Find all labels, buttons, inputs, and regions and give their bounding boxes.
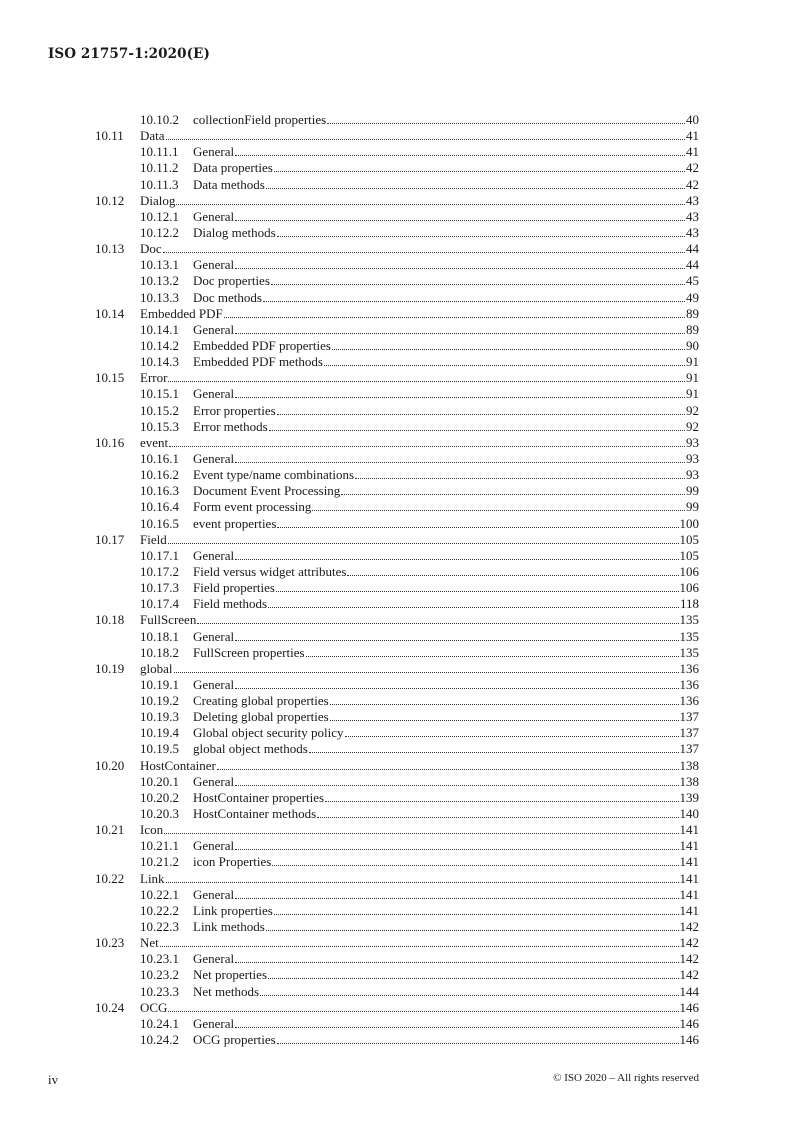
toc-entry-page: 142 xyxy=(679,951,699,967)
toc-entry-title: General xyxy=(193,321,235,337)
toc-dot-leader xyxy=(168,381,685,382)
toc-entry[interactable] xyxy=(0,903,793,919)
copyright-notice: © ISO 2020 – All rights reserved xyxy=(553,1072,699,1084)
toc-dot-leader xyxy=(235,688,678,689)
toc-entry-page: 142 xyxy=(679,919,699,935)
toc-entry[interactable] xyxy=(0,338,793,354)
toc-entry[interactable] xyxy=(0,290,793,306)
toc-entry-title: Field methods xyxy=(193,596,268,612)
toc-entry-title: General xyxy=(193,838,235,854)
toc-entry-title: HostContainer methods xyxy=(193,806,317,822)
toc-entry[interactable] xyxy=(0,1016,793,1032)
toc-entry-number: 10.22.1 xyxy=(140,886,179,902)
toc-dot-leader xyxy=(274,171,685,172)
toc-entry-number: 10.24 xyxy=(95,999,125,1015)
toc-entry-page: 136 xyxy=(679,693,699,709)
toc-dot-leader xyxy=(166,139,685,140)
toc-dot-leader xyxy=(330,704,679,705)
toc-entry-title: Data methods xyxy=(193,176,265,192)
toc-entry-number: 10.23.2 xyxy=(140,967,179,983)
toc-dot-leader xyxy=(235,898,678,899)
toc-entry-number: 10.16.1 xyxy=(140,450,179,466)
toc-entry[interactable] xyxy=(0,128,793,144)
toc-entry[interactable] xyxy=(0,241,793,257)
toc-entry-page: 139 xyxy=(679,789,699,805)
toc-entry-page: 43 xyxy=(686,192,699,208)
toc-entry-number: 10.13.1 xyxy=(140,257,179,273)
toc-entry-title: Form event processing xyxy=(193,499,312,515)
toc-dot-leader xyxy=(174,672,679,673)
toc-entry[interactable] xyxy=(0,532,793,548)
toc-entry-number: 10.15.1 xyxy=(140,386,179,402)
toc-entry-number: 10.19.2 xyxy=(140,693,179,709)
toc-entry[interactable] xyxy=(0,629,793,645)
toc-dot-leader xyxy=(312,510,685,511)
toc-dot-leader xyxy=(235,333,685,334)
toc-dot-leader xyxy=(224,317,685,318)
toc-entry-number: 10.20.2 xyxy=(140,789,179,805)
toc-entry-title: General xyxy=(193,386,235,402)
toc-dot-leader xyxy=(235,962,678,963)
toc-entry[interactable] xyxy=(0,693,793,709)
toc-entry-page: 138 xyxy=(679,773,699,789)
toc-entry-title: Error properties xyxy=(193,402,276,418)
toc-entry-number: 10.16.2 xyxy=(140,467,179,483)
toc-entry-number: 10.17 xyxy=(95,531,125,547)
toc-entry-number: 10.14.2 xyxy=(140,337,179,353)
toc-entry-number: 10.20.1 xyxy=(140,773,179,789)
toc-dot-leader xyxy=(235,155,685,156)
toc-entry-title: General xyxy=(193,208,235,224)
toc-dot-leader xyxy=(235,220,685,221)
toc-entry-title: Document Event Processing xyxy=(193,483,341,499)
toc-entry[interactable] xyxy=(0,758,793,774)
toc-entry-number: 10.15.2 xyxy=(140,402,179,418)
toc-entry-title: Embedded PDF methods xyxy=(193,354,323,370)
toc-entry-page: 91 xyxy=(686,370,699,386)
toc-entry-page: 43 xyxy=(686,224,699,240)
toc-dot-leader xyxy=(168,1011,678,1012)
toc-entry[interactable] xyxy=(0,596,793,612)
toc-entry[interactable] xyxy=(0,790,793,806)
toc-entry-number: 10.12.1 xyxy=(140,208,179,224)
toc-entry[interactable] xyxy=(0,984,793,1000)
toc-entry[interactable] xyxy=(0,193,793,209)
toc-dot-leader xyxy=(347,575,678,576)
toc-entry-page: 40 xyxy=(686,112,699,127)
toc-dot-leader xyxy=(217,769,679,770)
toc-entry-title: Doc xyxy=(140,241,162,257)
toc-entry-page: 141 xyxy=(679,838,699,854)
toc-entry-number: 10.11 xyxy=(95,128,124,144)
toc-entry-title: Embedded PDF xyxy=(140,305,223,321)
toc-entry-page: 41 xyxy=(686,144,699,160)
toc-dot-leader xyxy=(235,640,678,641)
toc-entry-page: 91 xyxy=(686,386,699,402)
toc-entry-number: 10.24.2 xyxy=(140,1032,179,1048)
page-number: iv xyxy=(48,1072,59,1087)
toc-entry-page: 142 xyxy=(679,967,699,983)
toc-entry-number: 10.20.3 xyxy=(140,806,179,822)
toc-entry-number: 10.11.3 xyxy=(140,176,179,192)
toc-entry[interactable] xyxy=(0,951,793,967)
toc-entry[interactable] xyxy=(0,806,793,822)
toc-dot-leader xyxy=(309,752,679,753)
toc-entry-page: 144 xyxy=(679,983,699,999)
toc-entry-page: 140 xyxy=(679,806,699,822)
toc-entry-number: 10.13.2 xyxy=(140,273,179,289)
toc-entry-title: Icon xyxy=(140,822,164,838)
table-of-contents xyxy=(0,112,793,1048)
toc-dot-leader xyxy=(235,268,685,269)
toc-entry[interactable] xyxy=(0,1032,793,1048)
toc-entry[interactable] xyxy=(0,871,793,887)
toc-entry-page: 146 xyxy=(679,1032,699,1048)
toc-entry-page: 105 xyxy=(679,547,699,563)
toc-entry-number: 10.19.3 xyxy=(140,709,179,725)
toc-entry[interactable] xyxy=(0,1000,793,1016)
toc-entry-number: 10.19.4 xyxy=(140,725,179,741)
toc-entry-title: Creating global properties xyxy=(193,693,329,709)
toc-entry-number: 10.22.2 xyxy=(140,902,179,918)
toc-entry-page: 137 xyxy=(679,725,699,741)
toc-entry[interactable] xyxy=(0,967,793,983)
toc-dot-leader xyxy=(277,1043,679,1044)
toc-entry-number: 10.13 xyxy=(95,241,125,257)
toc-entry-number: 10.23.1 xyxy=(140,951,179,967)
toc-dot-leader xyxy=(269,430,685,431)
toc-entry-number: 10.13.3 xyxy=(140,289,179,305)
toc-entry-title: General xyxy=(193,628,235,644)
toc-entry-number: 10.24.1 xyxy=(140,1015,179,1031)
toc-entry[interactable] xyxy=(0,419,793,435)
toc-entry-page: 44 xyxy=(686,257,699,273)
toc-entry-page: 146 xyxy=(679,999,699,1015)
toc-entry-number: 10.23.3 xyxy=(140,983,179,999)
toc-entry-page: 136 xyxy=(679,676,699,692)
toc-entry-page: 93 xyxy=(686,434,699,450)
toc-dot-leader xyxy=(324,365,685,366)
toc-entry-page: 135 xyxy=(679,644,699,660)
toc-entry[interactable] xyxy=(0,144,793,160)
toc-entry-number: 10.16.4 xyxy=(140,499,179,515)
toc-entry-number: 10.15 xyxy=(95,370,125,386)
toc-entry-number: 10.17.3 xyxy=(140,580,179,596)
toc-entry-page: 135 xyxy=(679,612,699,628)
toc-dot-leader xyxy=(277,236,685,237)
toc-entry[interactable] xyxy=(0,677,793,693)
toc-entry-title: global object methods xyxy=(193,741,308,757)
toc-entry-title: FullScreen xyxy=(140,612,197,628)
toc-entry-page: 146 xyxy=(679,1015,699,1031)
toc-entry[interactable] xyxy=(0,612,793,628)
toc-dot-leader xyxy=(235,785,678,786)
toc-entry-title: Doc methods xyxy=(193,289,262,305)
toc-entry-title: global xyxy=(140,660,173,676)
toc-entry-number: 10.14 xyxy=(95,305,125,321)
toc-entry-title: Net xyxy=(140,935,159,951)
toc-entry[interactable] xyxy=(0,774,793,790)
toc-dot-leader xyxy=(197,623,678,624)
toc-entry-title: icon Properties xyxy=(193,854,272,870)
toc-dot-leader xyxy=(317,817,678,818)
toc-entry-title: General xyxy=(193,773,235,789)
toc-entry-number: 10.18.1 xyxy=(140,628,179,644)
toc-entry[interactable] xyxy=(0,467,793,483)
toc-dot-leader xyxy=(260,995,678,996)
toc-entry-number: 10.11.2 xyxy=(140,160,179,176)
toc-entry-title: General xyxy=(193,951,235,967)
toc-dot-leader xyxy=(266,930,679,931)
toc-entry-page: 99 xyxy=(686,499,699,515)
toc-entry-number: 10.15.3 xyxy=(140,418,179,434)
toc-entry[interactable] xyxy=(0,548,793,564)
toc-dot-leader xyxy=(268,607,679,608)
toc-entry-number: 10.16.5 xyxy=(140,515,179,531)
toc-entry-number: 10.12.2 xyxy=(140,224,179,240)
toc-entry-title: Deleting global properties xyxy=(193,709,329,725)
toc-entry[interactable] xyxy=(0,451,793,467)
toc-entry-page: 92 xyxy=(686,402,699,418)
toc-entry-page: 93 xyxy=(686,450,699,466)
toc-dot-leader xyxy=(272,865,678,866)
toc-dot-leader xyxy=(176,204,685,205)
toc-entry-title: HostContainer xyxy=(140,757,216,773)
toc-entry[interactable] xyxy=(0,322,793,338)
toc-entry-title: Link methods xyxy=(193,919,265,935)
toc-entry-title: OCG xyxy=(140,999,168,1015)
toc-entry-title: General xyxy=(193,450,235,466)
toc-entry-title: Data properties xyxy=(193,160,273,176)
toc-entry-number: 10.21 xyxy=(95,822,125,838)
toc-entry-title: Error methods xyxy=(193,418,268,434)
toc-entry[interactable] xyxy=(0,177,793,193)
toc-entry-number: 10.16.3 xyxy=(140,483,179,499)
toc-dot-leader xyxy=(330,720,679,721)
toc-entry[interactable] xyxy=(0,838,793,854)
toc-entry-page: 92 xyxy=(686,418,699,434)
toc-dot-leader xyxy=(235,849,678,850)
toc-entry-page: 118 xyxy=(679,596,699,612)
toc-entry-page: 135 xyxy=(679,628,699,644)
toc-entry-title: General xyxy=(193,676,235,692)
toc-entry-page: 45 xyxy=(686,273,699,289)
toc-entry-number: 10.16 xyxy=(95,434,125,450)
toc-entry-page: 106 xyxy=(679,563,699,579)
toc-entry[interactable] xyxy=(0,209,793,225)
toc-entry[interactable] xyxy=(0,112,793,128)
toc-entry[interactable] xyxy=(0,273,793,289)
toc-dot-leader xyxy=(271,284,685,285)
toc-entry-page: 93 xyxy=(686,467,699,483)
toc-entry[interactable] xyxy=(0,887,793,903)
toc-dot-leader xyxy=(169,446,685,447)
toc-entry[interactable] xyxy=(0,354,793,370)
toc-entry[interactable] xyxy=(0,741,793,757)
toc-dot-leader xyxy=(274,914,679,915)
toc-entry[interactable] xyxy=(0,386,793,402)
toc-entry-page: 42 xyxy=(686,176,699,192)
toc-entry-title: collectionField properties xyxy=(193,112,327,127)
toc-dot-leader xyxy=(268,978,678,979)
toc-entry[interactable] xyxy=(0,306,793,322)
toc-entry-number: 10.21.2 xyxy=(140,854,179,870)
toc-entry[interactable] xyxy=(0,661,793,677)
toc-entry-title: Field xyxy=(140,531,167,547)
document-header xyxy=(48,46,210,62)
toc-entry[interactable] xyxy=(0,564,793,580)
toc-entry-number: 10.14.1 xyxy=(140,321,179,337)
toc-entry-title: Error xyxy=(140,370,168,386)
toc-dot-leader xyxy=(325,801,678,802)
toc-dot-leader xyxy=(277,414,685,415)
toc-entry-title: Net properties xyxy=(193,967,268,983)
toc-entry-page: 105 xyxy=(679,531,699,547)
toc-dot-leader xyxy=(235,462,685,463)
toc-entry[interactable] xyxy=(0,160,793,176)
toc-entry-number: 10.22 xyxy=(95,870,125,886)
toc-dot-leader xyxy=(341,494,685,495)
toc-entry-page: 136 xyxy=(679,660,699,676)
toc-dot-leader xyxy=(164,833,678,834)
toc-entry-number: 10.10.2 xyxy=(140,112,179,127)
toc-entry-number: 10.18 xyxy=(95,612,125,628)
toc-entry-number: 10.12 xyxy=(95,192,125,208)
toc-entry-page: 106 xyxy=(679,580,699,596)
toc-entry-page: 90 xyxy=(686,337,699,353)
toc-entry-title: Link xyxy=(140,870,165,886)
toc-dot-leader xyxy=(355,478,685,479)
toc-entry-title: OCG properties xyxy=(193,1032,276,1048)
toc-entry-page: 141 xyxy=(679,854,699,870)
toc-entry-number: 10.14.3 xyxy=(140,354,179,370)
toc-dot-leader xyxy=(276,591,679,592)
toc-entry-page: 100 xyxy=(679,515,699,531)
toc-entry-number: 10.17.1 xyxy=(140,547,179,563)
toc-entry-page: 138 xyxy=(679,757,699,773)
toc-dot-leader xyxy=(345,736,679,737)
toc-dot-leader xyxy=(166,882,679,883)
toc-entry-page: 49 xyxy=(686,289,699,305)
toc-entry[interactable] xyxy=(0,709,793,725)
toc-entry-title: Field properties xyxy=(193,580,275,596)
toc-entry-page: 44 xyxy=(686,241,699,257)
toc-entry-title: Net methods xyxy=(193,983,260,999)
toc-entry-page: 41 xyxy=(686,128,699,144)
toc-entry-title: Dialog methods xyxy=(193,224,276,240)
toc-entry[interactable] xyxy=(0,919,793,935)
toc-entry-number: 10.19.1 xyxy=(140,676,179,692)
toc-entry-title: General xyxy=(193,1015,235,1031)
toc-entry-number: 10.23 xyxy=(95,935,125,951)
toc-entry[interactable] xyxy=(0,854,793,870)
toc-entry-title: HostContainer properties xyxy=(193,789,325,805)
toc-entry-title: event properties xyxy=(193,515,277,531)
toc-dot-leader xyxy=(160,946,679,947)
toc-entry[interactable] xyxy=(0,257,793,273)
toc-entry-title: General xyxy=(193,886,235,902)
toc-entry-page: 42 xyxy=(686,160,699,176)
toc-entry-title: Doc properties xyxy=(193,273,270,289)
toc-entry-page: 137 xyxy=(679,741,699,757)
toc-dot-leader xyxy=(235,1027,678,1028)
toc-entry-page: 141 xyxy=(679,902,699,918)
toc-entry-number: 10.18.2 xyxy=(140,644,179,660)
toc-dot-leader xyxy=(235,559,678,560)
toc-entry-page: 141 xyxy=(679,886,699,902)
toc-entry[interactable] xyxy=(0,580,793,596)
toc-entry-title: Field versus widget attributes xyxy=(193,563,347,579)
toc-entry-page: 89 xyxy=(686,305,699,321)
toc-entry-page: 142 xyxy=(679,935,699,951)
toc-entry-page: 99 xyxy=(686,483,699,499)
toc-entry-number: 10.17.4 xyxy=(140,596,179,612)
toc-entry-page: 137 xyxy=(679,709,699,725)
toc-dot-leader xyxy=(235,397,685,398)
toc-dot-leader xyxy=(327,123,685,124)
toc-dot-leader xyxy=(332,349,685,350)
toc-entry-number: 10.22.3 xyxy=(140,919,179,935)
toc-entry[interactable] xyxy=(0,935,793,951)
toc-entry-title: General xyxy=(193,144,235,160)
toc-dot-leader xyxy=(168,543,679,544)
toc-dot-leader xyxy=(266,188,685,189)
toc-entry-number: 10.21.1 xyxy=(140,838,179,854)
toc-entry-page: 91 xyxy=(686,354,699,370)
toc-entry[interactable] xyxy=(0,822,793,838)
toc-entry-title: event xyxy=(140,434,169,450)
toc-entry-title: Global object security policy xyxy=(193,725,344,741)
toc-entry-title: Data xyxy=(140,128,165,144)
toc-entry-title: Dialog xyxy=(140,192,176,208)
toc-entry[interactable] xyxy=(0,725,793,741)
toc-dot-leader xyxy=(277,527,678,528)
toc-entry-page: 141 xyxy=(679,870,699,886)
toc-entry-number: 10.19 xyxy=(95,660,125,676)
toc-entry-page: 141 xyxy=(679,822,699,838)
toc-entry-page: 89 xyxy=(686,321,699,337)
toc-entry-title: FullScreen properties xyxy=(193,644,305,660)
toc-entry[interactable] xyxy=(0,499,793,515)
document-id: ISO 21757-1:2020(E) xyxy=(48,46,211,62)
toc-entry-number: 10.11.1 xyxy=(140,144,179,160)
toc-entry-title: Embedded PDF properties xyxy=(193,337,331,353)
toc-entry-title: Event type/name combinations xyxy=(193,467,355,483)
toc-entry-title: Link properties xyxy=(193,902,273,918)
toc-entry[interactable] xyxy=(0,403,793,419)
toc-entry[interactable] xyxy=(0,370,793,386)
toc-dot-leader xyxy=(163,252,685,253)
toc-entry[interactable] xyxy=(0,435,793,451)
toc-entry[interactable] xyxy=(0,483,793,499)
toc-entry-title: General xyxy=(193,257,235,273)
toc-dot-leader xyxy=(306,656,679,657)
toc-entry-title: General xyxy=(193,547,235,563)
toc-entry[interactable] xyxy=(0,516,793,532)
toc-entry[interactable] xyxy=(0,645,793,661)
toc-entry-page: 43 xyxy=(686,208,699,224)
toc-entry-number: 10.19.5 xyxy=(140,741,179,757)
toc-dot-leader xyxy=(263,301,685,302)
toc-entry-number: 10.20 xyxy=(95,757,125,773)
toc-entry[interactable] xyxy=(0,225,793,241)
toc-entry-number: 10.17.2 xyxy=(140,563,179,579)
